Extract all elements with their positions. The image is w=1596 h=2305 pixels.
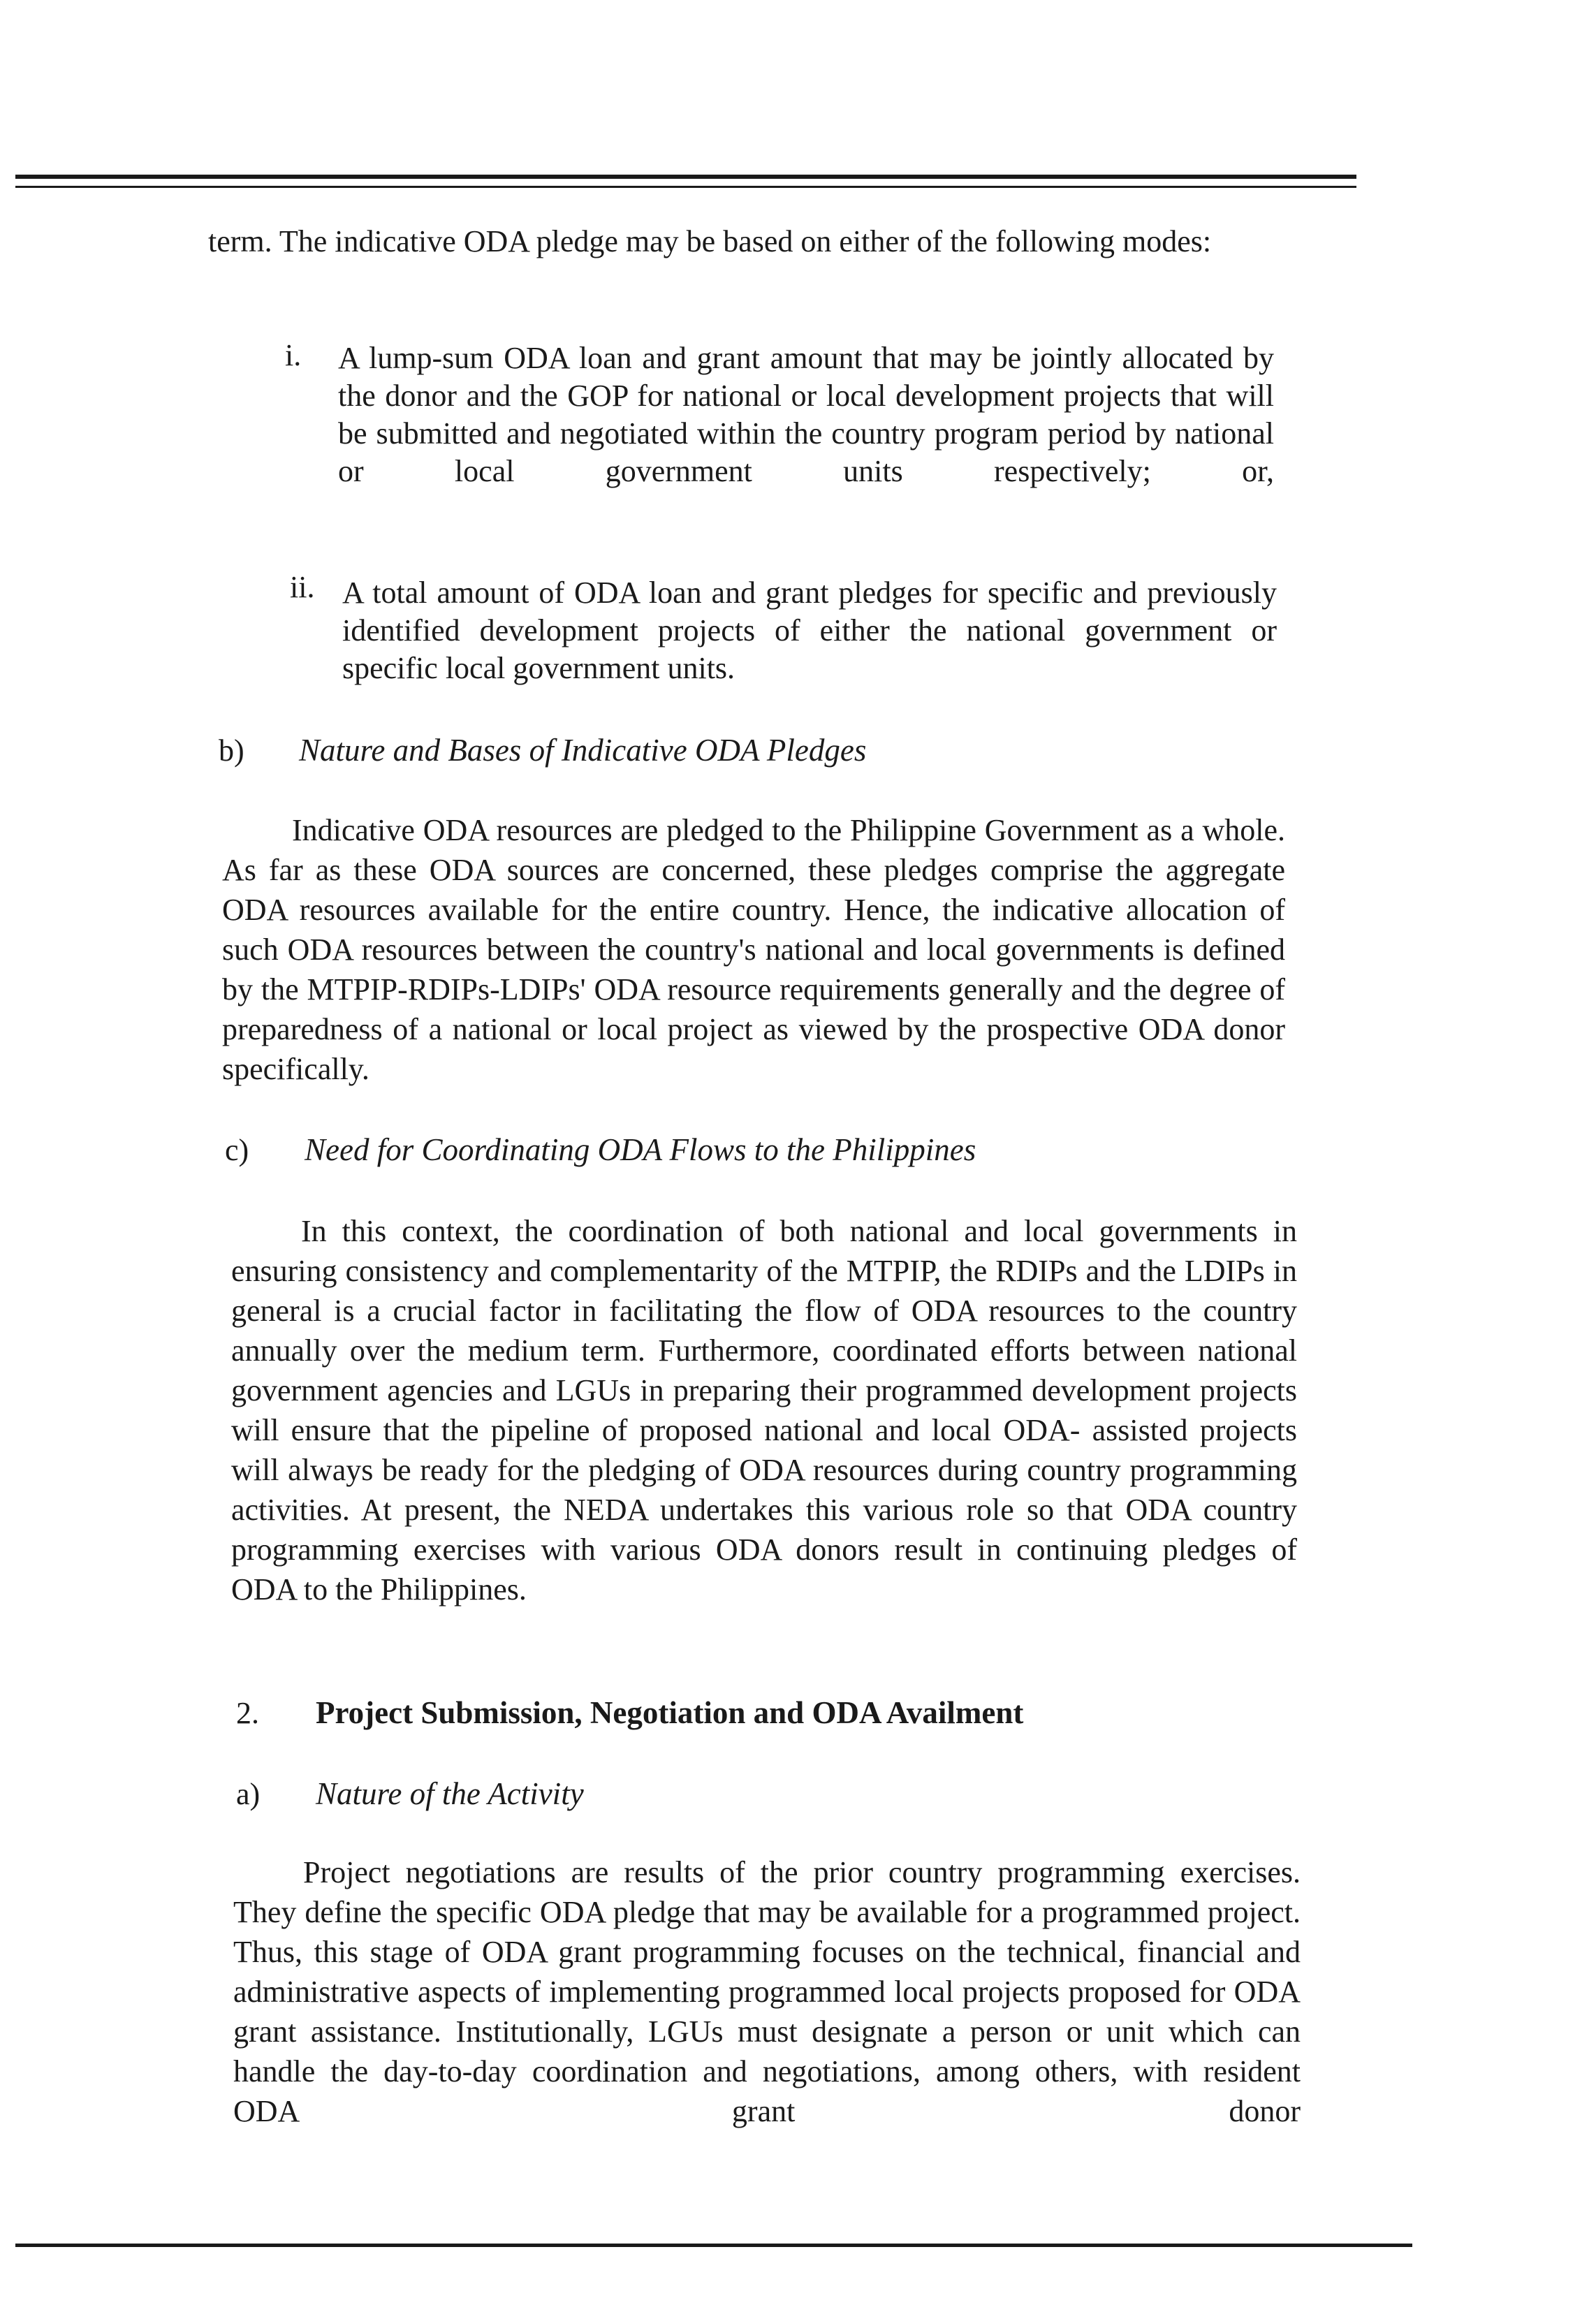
header-rule-thin: [15, 186, 1356, 188]
section-b-label: b): [219, 733, 244, 768]
section-b-body-text: Indicative ODA resources are pledged to the Philippine Government as a whole. As far as these ODA sources are concerned, these pledges comprise the aggregate ODA resources available for the entire country. Hence, the indicative allocation of such ODA resources between the country's national and local governments is defined by the MTPIP-RDIPs-LDIPs' ODA resource requirements generally and the degree of preparedness of a national or local project as viewed by the prospective ODA donor specifically.: [222, 813, 1285, 1086]
mode-1-label: i.: [285, 338, 302, 372]
section-c-label: c): [225, 1133, 249, 1167]
section-2a-label: a): [236, 1777, 261, 1811]
section-c-body-text: In this context, the coordination of both national and local governments in ensuring consistency and complementarity of the MTPIP, the RDIPs and the LDIPs in general is a crucial factor in facilitating the flow of ODA resources to the country annually over the medium term. Furthermore, coordinated efforts between national government agencies and LGUs in preparing their programmed development projects will ensure that the pipeline of proposed national and local ODA- assisted projects will always be ready for the pledging of ODA resources during country programming activities. At present, the NEDA undertakes this various role so that ODA country programming exercises with various ODA donors result in continuing pledges of ODA to the Philippines.: [231, 1214, 1297, 1607]
section-2a-body-text: Project negotiations are results of the prior country programming exercises. They define the specific ODA pledge that may be available for a programmed project. Thus, this stage of ODA grant programming focuses on the technical, financial and administrative aspects of implementing programmed local projects proposed for ODA grant assistance. Institutionally, LGUs must designate a person or unit which can handle the day-to-day coordination and negotiations, among others, with resident ODA grant donor: [233, 1855, 1301, 2128]
mode-2-label: ii.: [290, 570, 315, 604]
section-c-body: [231, 1211, 1297, 1609]
section-c-title: Need for Coordinating ODA Flows to the Philippines: [305, 1132, 976, 1167]
mode-2-text: A total amount of ODA loan and grant pledges for specific and previously identified development projects of either the national government or specific local government units.: [342, 576, 1277, 685]
section-2-number: 2.: [236, 1696, 259, 1730]
section-2a-title: Nature of the Activity: [316, 1776, 584, 1811]
section-b-body: [222, 810, 1285, 1089]
mode-1-text: A lump-sum ODA loan and grant amount that may be jointly allocated by the donor and the GOP for national or local development projects that will be submitted and negotiated within the country program period by national or local government units respectively; or,: [338, 341, 1274, 488]
section-2-title: Project Submission, Negotiation and ODA Availment: [316, 1695, 1024, 1730]
section-2a-body: [233, 1852, 1301, 2131]
footer-rule: [15, 2244, 1412, 2247]
header-rule-thick: [15, 175, 1356, 179]
intro-paragraph: term. The indicative ODA pledge may be based on either of the following modes:: [208, 224, 1212, 258]
section-b-title: Nature and Bases of Indicative ODA Pledges: [299, 733, 867, 768]
